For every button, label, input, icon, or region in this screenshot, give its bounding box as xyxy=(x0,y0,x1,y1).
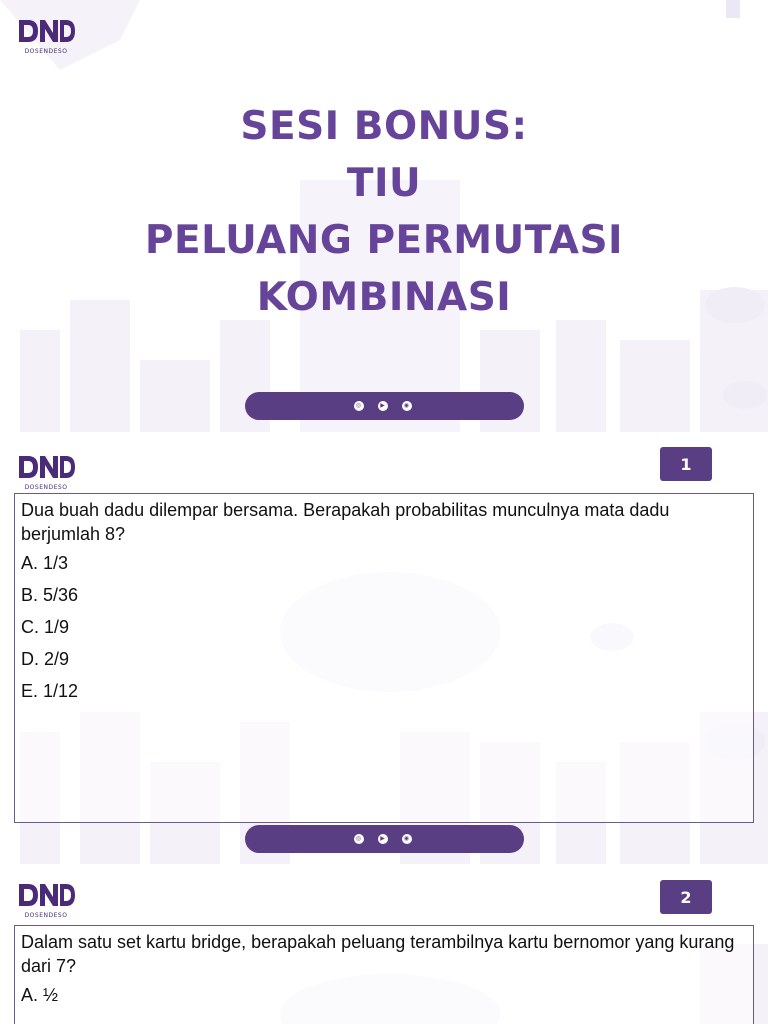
youtube-link[interactable] xyxy=(378,401,392,411)
instagram-icon: ◎ xyxy=(354,834,364,844)
website-link[interactable] xyxy=(402,834,416,844)
answer-option-a[interactable]: A. ½ xyxy=(21,985,59,1005)
answer-option-b[interactable]: B. 5/36 xyxy=(21,585,79,605)
cover-title xyxy=(0,98,768,326)
question-number-badge: 2 xyxy=(660,880,712,914)
youtube-icon: ▶ xyxy=(378,401,388,411)
youtube-link[interactable] xyxy=(378,834,392,844)
youtube-icon: ▶ xyxy=(378,834,388,844)
answer-option-d[interactable]: D. 2/9 xyxy=(21,649,70,669)
logo-subtitle: DOSENDESO xyxy=(24,912,68,919)
question-text: Dalam satu set kartu bridge, berapakah peluang terambilnya kartu bernomor yang kurang dari 7? xyxy=(21,932,735,976)
instagram-icon: ◎ xyxy=(354,401,364,411)
website-link[interactable] xyxy=(402,401,416,411)
question-slide-2 xyxy=(0,864,768,1024)
cover-title-line-3: PELUANG PERMUTASI xyxy=(144,218,624,263)
question-slide-1 xyxy=(0,432,768,864)
answer-option-a[interactable]: A. 1/3 xyxy=(21,553,69,573)
dosendeso-logo xyxy=(16,452,76,498)
dnd-logo-mark xyxy=(16,452,76,482)
cover-title-line-4: KOMBINASI xyxy=(256,275,512,320)
social-links-bar xyxy=(245,392,524,420)
social-links-bar xyxy=(245,825,524,853)
instagram-link[interactable] xyxy=(354,834,368,844)
instagram-link[interactable] xyxy=(354,401,368,411)
dosendeso-logo xyxy=(16,880,76,926)
dosendeso-logo xyxy=(16,16,76,62)
dnd-logo-mark xyxy=(16,880,76,910)
dnd-logo-mark xyxy=(16,16,76,46)
cover-title-line-2: TIU xyxy=(346,161,422,206)
question-number-badge: 1 xyxy=(660,447,712,481)
question-box xyxy=(14,925,754,1024)
answer-option-e[interactable]: E. 1/12 xyxy=(21,681,79,701)
globe-icon: ◉ xyxy=(402,401,412,411)
globe-icon: ◉ xyxy=(402,834,412,844)
logo-subtitle: DOSENDESO xyxy=(24,484,68,491)
cover-title-line-1: SESI BONUS: xyxy=(240,104,528,149)
question-text: Dua buah dadu dilempar bersama. Berapakah probabilitas munculnya mata dadu berjumlah 8? xyxy=(21,500,670,544)
question-box xyxy=(14,493,754,823)
logo-subtitle: DOSENDESO xyxy=(24,48,68,55)
answer-option-c[interactable]: C. 1/9 xyxy=(21,617,70,637)
cover-slide xyxy=(0,0,768,432)
